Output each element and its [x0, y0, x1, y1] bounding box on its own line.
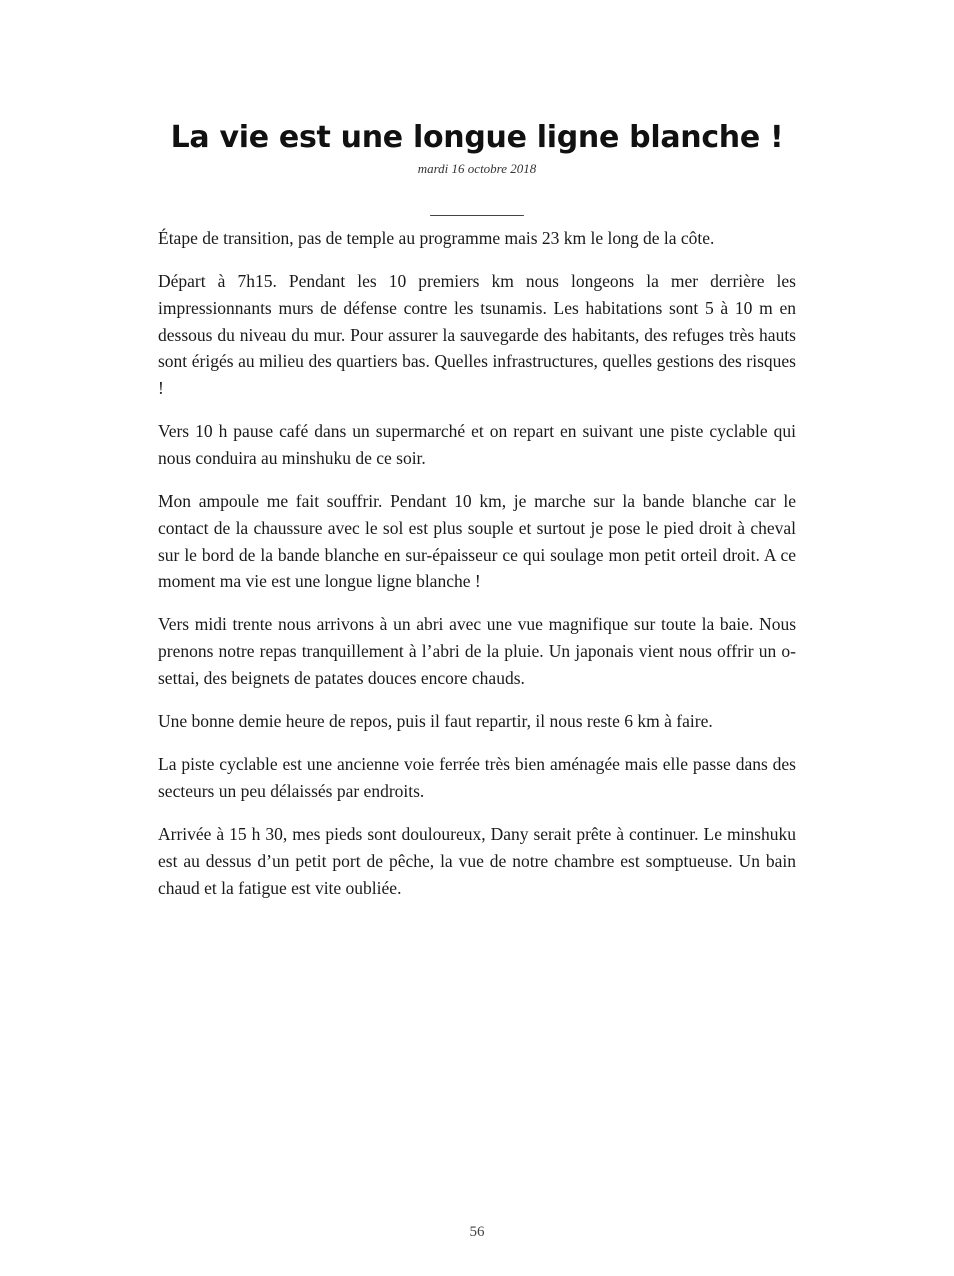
- paragraph: Mon ampoule me fait souffrir. Pendant 10 km, je marche sur la bande blanche car le contact de la chaussure avec le sol est plus souple et surtout je pose le pied droit à cheval sur le bord de la bande blanche en sur-épaisseur ce qui soulage mon petit orteil droit. A ce moment ma vie est une longue ligne blanche !: [158, 491, 796, 592]
- page-title: La vie est une longue ligne blanche !: [170, 120, 784, 155]
- title-separator: ___________: [430, 199, 524, 218]
- paragraph: Arrivée à 15 h 30, mes pieds sont douloureux, Dany serait prête à continuer. Le minshuku est au dessus d’un petit port de pêche, la vue de notre chambre est somptueuse. Un bain chaud et la fatigue est vite oubliée.: [158, 824, 796, 898]
- page-number: 56: [469, 1224, 485, 1240]
- paragraph: Vers midi trente nous arrivons à un abri avec une vue magnifique sur toute la baie. Nous prenons notre repas tranquillement à l’abri de la pluie. Un japonais vient nous offrir un o-settai, des beignets de patates douces encore chauds.: [158, 614, 796, 688]
- paragraph: Étape de transition, pas de temple au programme mais 23 km le long de la côte.: [158, 228, 715, 248]
- paragraph: Départ à 7h15. Pendant les 10 premiers km nous longeons la mer derrière les impressionnants murs de défense contre les tsunamis. Les habitations sont 5 à 10 m en dessous du niveau du mur. Pour assurer la sauvegarde des habitants, des refuges très hauts sont érigés au milieu des quartiers bas. Quelles infrastructures, quelles gestions des risques !: [158, 271, 796, 399]
- post-date: mardi 16 octobre 2018: [417, 161, 537, 176]
- paragraph: La piste cyclable est une ancienne voie ferrée très bien aménagée mais elle passe dans des secteurs un peu délaissés par endroits.: [158, 754, 796, 801]
- paragraph: Vers 10 h pause café dans un supermarché et on repart en suivant une piste cyclable qui nous conduira au minshuku de ce soir.: [158, 421, 796, 468]
- article-body: [158, 225, 796, 918]
- paragraph: Une bonne demie heure de repos, puis il faut repartir, il nous reste 6 km à faire.: [158, 711, 713, 732]
